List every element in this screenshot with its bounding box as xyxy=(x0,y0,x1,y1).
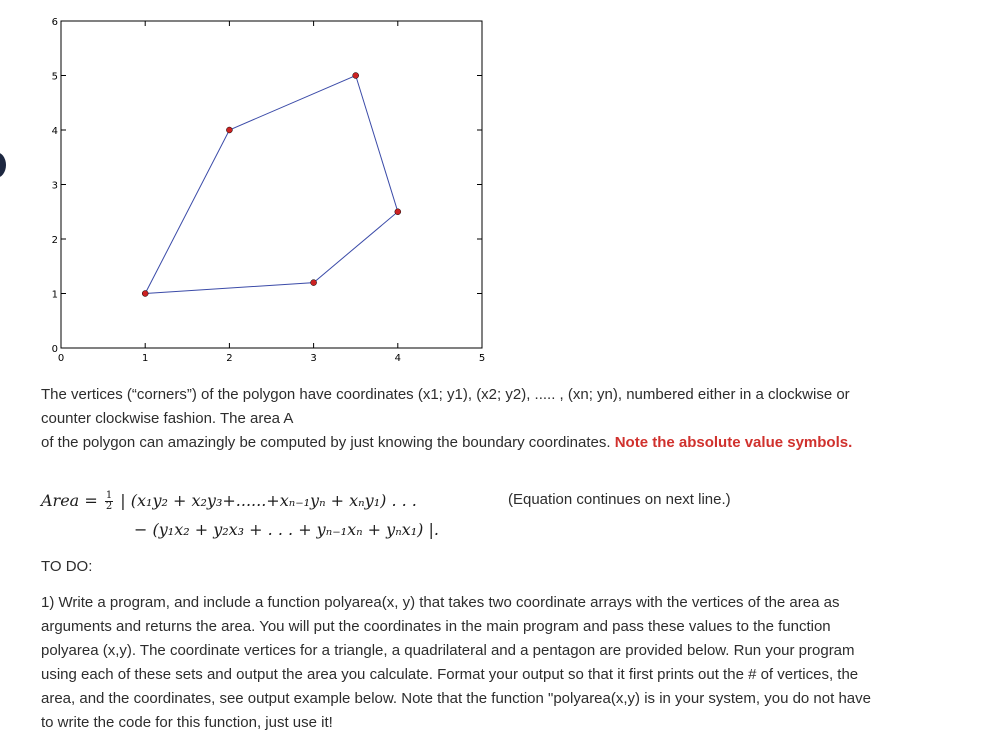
y-tick-label: 1 xyxy=(51,289,58,301)
vertex-point xyxy=(226,127,232,133)
axis-ticks xyxy=(52,17,486,364)
y-tick-label: 6 xyxy=(51,17,58,28)
intro-paragraph xyxy=(41,383,901,455)
x-tick-label: 0 xyxy=(57,353,65,364)
equation-fraction xyxy=(105,491,113,512)
vertex-point xyxy=(142,291,148,297)
area-equation-line-1 xyxy=(41,491,417,512)
x-tick-label: 5 xyxy=(478,353,486,364)
equation-sum-1: | (x₁y₂ + x₂y₃+......+xₙ₋₁yₙ + xₙy₁) . . . xyxy=(120,491,417,510)
equation-sum-2: − (y₁x₂ + y₂x₃ + . . . + yₙ₋₁xₙ + yₙx₁) |. xyxy=(134,520,439,539)
x-tick-label: 1 xyxy=(142,353,149,364)
equation-continues-note: (Equation continues on next line.) xyxy=(508,491,731,508)
vertex-markers xyxy=(142,73,401,297)
vertex-point xyxy=(353,73,359,79)
vertex-point xyxy=(395,209,401,215)
x-tick-label: 3 xyxy=(310,353,317,364)
equation-equals: = xyxy=(84,491,98,510)
x-tick-label: 4 xyxy=(394,353,401,364)
vertex-point xyxy=(311,280,317,286)
y-tick-label: 5 xyxy=(51,71,58,83)
y-tick-label: 3 xyxy=(51,180,58,192)
y-tick-label: 0 xyxy=(51,344,58,355)
plot-frame xyxy=(61,21,482,348)
todo-item-1: 1) Write a program, and include a function polyarea(x, y) that takes two coordinate arrays with the vertices of the area as arguments and returns the area. You will put the coordinates in the main program and pass these values to the function polyarea (x,y). The coordinate vertices for a triangle, a quadrilateral and a pentagon are provided below. Run your program using each of these sets and output the area you calculate. Format your output so that it first prints out the # of vertices, the area, and the coordinates, see output example below. Note that the function "polyarea(x,y) is in your system, you do not have to write the code for this function, just use it! xyxy=(41,594,871,731)
y-tick-label: 2 xyxy=(51,235,58,246)
fraction-numerator: 1 xyxy=(105,490,113,501)
x-tick-label: 2 xyxy=(226,353,233,364)
intro-text-1: The vertices (“corners”) of the polygon have coordinates (x1; y1), (x2; y2), ..... , (xn; yn), numbered either in a clockwise or counter clockwise fashion. The area A xyxy=(41,386,850,427)
fraction-denominator: 2 xyxy=(105,501,113,512)
polygon-chart xyxy=(0,0,500,370)
area-equation-line-2 xyxy=(134,520,439,539)
equation-lhs: Area xyxy=(41,491,80,510)
polygon-outline xyxy=(145,76,398,294)
todo-heading: TO DO: xyxy=(41,558,93,575)
y-tick-label: 4 xyxy=(51,126,58,137)
intro-text-2: of the polygon can amazingly be computed by just knowing the boundary coordinates. xyxy=(41,434,611,451)
absolute-value-note: Note the absolute value symbols. xyxy=(614,434,853,451)
